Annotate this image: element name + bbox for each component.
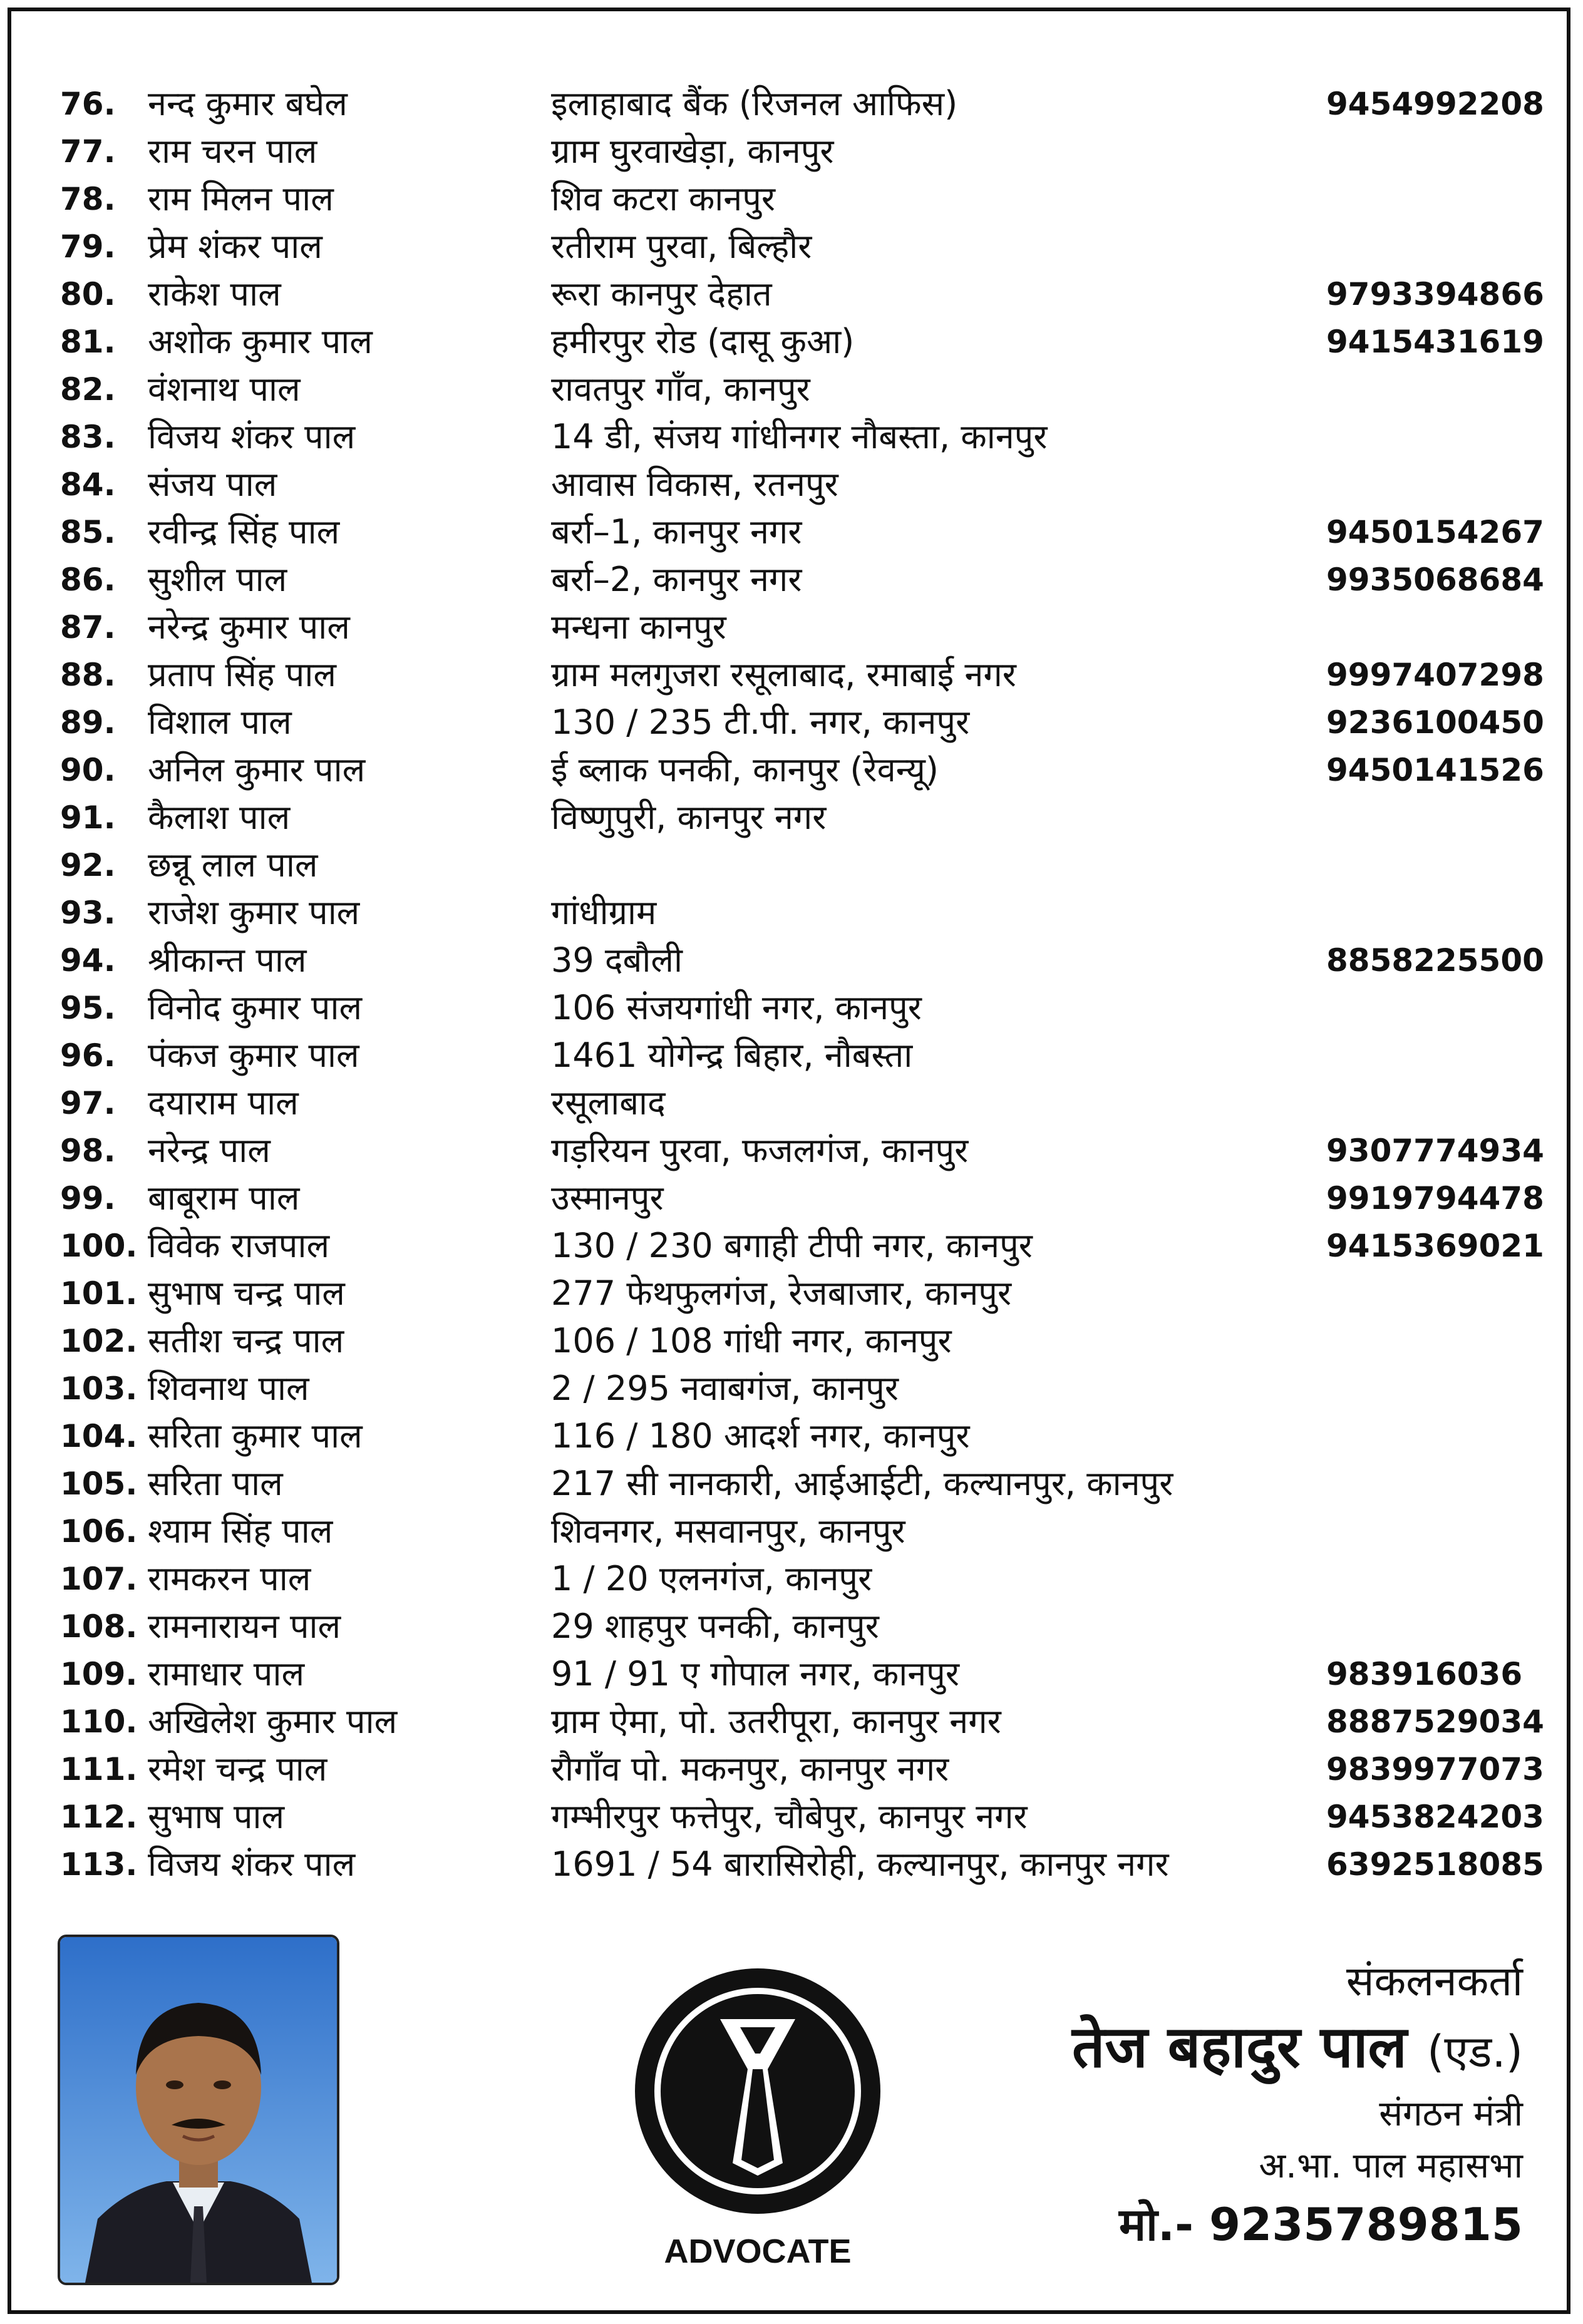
member-phone: 9454992208: [1326, 86, 1544, 122]
entry-number: 91.: [60, 800, 116, 836]
member-name: प्रताप सिंह पाल: [148, 655, 336, 694]
member-address: 217 सी नानकारी, आईआईटी, कल्यानपुर, कानपुर: [551, 1464, 1173, 1503]
member-address: शिवनगर, मसवानपुर, कानपुर: [551, 1511, 905, 1551]
list-item: [60, 1555, 1538, 1603]
member-name: सुशील पाल: [148, 560, 287, 599]
entry-number: 82.: [60, 371, 116, 408]
advocate-logo: [626, 1953, 889, 2291]
member-name: दयाराम पाल: [148, 1083, 299, 1123]
member-name: रवीन्द्र सिंह पाल: [148, 512, 340, 552]
member-phone: 9236100450: [1326, 704, 1544, 741]
list-item: [60, 1650, 1538, 1698]
list-item: [60, 1460, 1538, 1508]
member-address: ग्राम ऐमा, पो. उतरीपूरा, कानपुर नगर: [551, 1702, 1001, 1741]
entry-number: 90.: [60, 752, 116, 788]
entry-number: 78.: [60, 181, 116, 217]
entry-number: 87.: [60, 609, 116, 645]
member-address: 29 शाहपुर पनकी, कानपुर: [551, 1607, 879, 1646]
list-item: [60, 1746, 1544, 1793]
member-phone: 8858225500: [1326, 942, 1544, 979]
list-item: [60, 175, 1538, 223]
member-address: 1 / 20 एलनगंज, कानपुर: [551, 1559, 872, 1598]
member-name: श्रीकान्त पाल: [148, 940, 307, 980]
compiler-name: तेज बहादुर पाल: [1072, 2013, 1407, 2080]
member-name: राकेश पाल: [148, 274, 281, 314]
member-address: बर्रा–1, कानपुर नगर: [551, 512, 802, 552]
member-address: 1691 / 54 बारासिरोही, कल्यानपुर, कानपुर नगर: [551, 1844, 1169, 1884]
entry-number: 105.: [60, 1466, 138, 1502]
entry-number: 77.: [60, 133, 116, 170]
list-item: [60, 1841, 1544, 1888]
entry-number: 109.: [60, 1656, 138, 1692]
member-name: राजेश कुमार पाल: [148, 893, 360, 932]
entry-number: 98.: [60, 1133, 116, 1169]
list-item: [60, 1079, 1538, 1127]
member-name: विजय शंकर पाल: [148, 417, 356, 456]
member-address: शिव कटरा कानपुर: [551, 179, 776, 219]
entry-number: 84.: [60, 466, 116, 503]
member-address: रूरा कानपुर देहात: [551, 274, 772, 314]
member-address: ई ब्लाक पनकी, कानपुर (रेवन्यू): [551, 750, 939, 789]
entry-number: 102.: [60, 1323, 138, 1359]
entry-number: 80.: [60, 276, 116, 312]
entry-number: 79.: [60, 229, 116, 265]
member-name: सुभाष चन्द्र पाल: [148, 1273, 345, 1313]
member-address: 277 फेथफुलगंज, रेजबाजार, कानपुर: [551, 1273, 1012, 1313]
member-name: विजय शंकर पाल: [148, 1844, 356, 1884]
member-address: 14 डी, संजय गांधीनगर नौबस्ता, कानपुर: [551, 417, 1048, 456]
list-item: [60, 1412, 1538, 1460]
entry-number: 83.: [60, 419, 116, 455]
member-address: रावतपुर गाँव, कानपुर: [551, 369, 810, 409]
list-item: [60, 1508, 1538, 1555]
member-address: 130 / 235 टी.पी. नगर, कानपुर: [551, 702, 970, 742]
entry-number: 100.: [60, 1228, 138, 1264]
entry-number: 104.: [60, 1418, 138, 1454]
member-address: बर्रा–2, कानपुर नगर: [551, 560, 802, 599]
member-name: अशोक कुमार पाल: [148, 322, 373, 361]
member-name: नरेन्द्र कुमार पाल: [148, 607, 350, 647]
entry-number: 89.: [60, 704, 116, 741]
member-name: श्याम सिंह पाल: [148, 1511, 333, 1551]
list-item: [60, 699, 1544, 746]
entry-number: 108.: [60, 1608, 138, 1645]
compiler-role: संगठन मंत्री: [1379, 2094, 1523, 2134]
member-address: 116 / 180 आदर्श नगर, कानपुर: [551, 1416, 970, 1456]
member-address: 1461 योगेन्द्र बिहार, नौबस्ता: [551, 1036, 913, 1075]
list-item: [60, 1222, 1544, 1270]
member-address: ग्राम मलगुजरा रसूलाबाद, रमाबाई नगर: [551, 655, 1016, 694]
entry-number: 112.: [60, 1799, 138, 1835]
member-name: रामाधार पाल: [148, 1654, 305, 1694]
member-phone: 6392518085: [1326, 1846, 1544, 1883]
member-address: हमीरपुर रोड (दासू कुआ): [551, 322, 855, 361]
member-name: रामनारायन पाल: [148, 1607, 341, 1646]
compiler-suffix: (एड.): [1426, 2026, 1523, 2077]
member-address: रसूलाबाद: [551, 1083, 666, 1123]
member-address: विष्णुपुरी, कानपुर नगर: [551, 798, 827, 837]
member-name: राम चरन पाल: [148, 131, 317, 171]
list-item: [60, 1317, 1538, 1365]
member-address: उस्मानपुर: [551, 1178, 664, 1218]
member-phone: 9793394866: [1326, 276, 1544, 312]
list-item: [60, 841, 1538, 889]
list-item: [60, 270, 1544, 318]
member-name: सतीश चन्द्र पाल: [148, 1321, 344, 1360]
member-name: सरिता कुमार पाल: [148, 1416, 363, 1456]
member-name: पंकज कुमार पाल: [148, 1036, 359, 1075]
list-item: [60, 937, 1544, 984]
list-item: [60, 984, 1538, 1032]
member-phone: 9415369021: [1326, 1228, 1544, 1264]
member-list: [60, 80, 1544, 1888]
member-phone: 9935068684: [1326, 562, 1544, 598]
list-item: [60, 223, 1538, 270]
member-phone: 9997407298: [1326, 657, 1544, 693]
member-name: नरेन्द्र पाल: [148, 1131, 271, 1170]
member-name: विनोद कुमार पाल: [148, 988, 363, 1027]
member-address: आवास विकास, रतनपुर: [551, 465, 838, 504]
member-phone: 9839977073: [1326, 1751, 1544, 1787]
entry-number: 99.: [60, 1180, 116, 1216]
member-address: रतीराम पुरवा, बिल्हौर: [551, 227, 812, 266]
member-name: रामकरन पाल: [148, 1559, 311, 1598]
list-item: [60, 604, 1538, 651]
member-name: अखिलेश कुमार पाल: [148, 1702, 398, 1741]
member-name: बाबूराम पाल: [148, 1178, 300, 1218]
member-address: गड़रियन पुरवा, फजलगंज, कानपुर: [551, 1131, 969, 1170]
entry-number: 85.: [60, 514, 116, 550]
list-item: [60, 889, 1538, 937]
member-address: 130 / 230 बगाही टीपी नगर, कानपुर: [551, 1226, 1033, 1265]
member-address: रौगाँव पो. मकनपुर, कानपुर नगर: [551, 1749, 949, 1789]
member-phone: 9450154267: [1326, 514, 1544, 550]
member-name: संजय पाल: [148, 465, 277, 504]
member-address: 106 / 108 गांधी नगर, कानपुर: [551, 1321, 952, 1360]
entry-number: 76.: [60, 86, 116, 122]
member-name: विशाल पाल: [148, 702, 292, 742]
list-item: [60, 1365, 1538, 1412]
entry-number: 86.: [60, 562, 116, 598]
entry-number: 101.: [60, 1275, 138, 1312]
compiler-organisation: अ.भा. पाल महासभा: [1259, 2146, 1523, 2186]
compiler-name-line: [897, 2010, 1523, 2089]
compiler-mobile: मो.- 9235789815: [1119, 2198, 1523, 2251]
member-address: 39 दबौली: [551, 940, 683, 980]
list-item: [60, 1698, 1544, 1746]
member-address: गांधीग्राम: [551, 893, 657, 932]
list-item: [60, 80, 1544, 128]
member-phone: 9450141526: [1326, 752, 1544, 788]
entry-number: 97.: [60, 1085, 116, 1121]
member-name: सुभाष पाल: [148, 1797, 285, 1836]
member-name: कैलाश पाल: [148, 798, 291, 837]
member-phone: 9919794478: [1326, 1180, 1544, 1216]
list-item: [60, 318, 1544, 366]
member-phone: 9453824203: [1326, 1799, 1544, 1835]
member-name: राम मिलन पाल: [148, 179, 334, 219]
list-item: [60, 128, 1538, 175]
member-name: छन्नू लाल पाल: [148, 845, 318, 885]
entry-number: 111.: [60, 1751, 138, 1787]
member-phone: 9307774934: [1326, 1133, 1544, 1169]
member-address: गम्भीरपुर फत्तेपुर, चौबेपुर, कानपुर नगर: [551, 1797, 1028, 1836]
entry-number: 107.: [60, 1561, 138, 1597]
compiler-credit: [897, 1953, 1523, 2256]
member-address: ग्राम घुरवाखेड़ा, कानपुर: [551, 131, 834, 171]
compiler-title: संकलनकर्ता: [1346, 1957, 1523, 2005]
member-address: 106 संजयगांधी नगर, कानपुर: [551, 988, 922, 1027]
member-phone: 983916036: [1326, 1656, 1523, 1692]
list-item: [60, 651, 1544, 699]
list-item: [60, 413, 1538, 461]
member-phone: 9415431619: [1326, 324, 1544, 360]
list-item: [60, 1032, 1538, 1079]
list-item: [60, 508, 1544, 556]
member-name: वंशनाथ पाल: [148, 369, 301, 409]
member-name: शिवनाथ पाल: [148, 1369, 309, 1408]
member-name: सरिता पाल: [148, 1464, 283, 1503]
member-name: नन्द कुमार बघेल: [148, 84, 348, 123]
list-item: [60, 1793, 1544, 1841]
entry-number: 93.: [60, 895, 116, 931]
member-address: 91 / 91 ए गोपाल नगर, कानपुर: [551, 1654, 959, 1694]
list-item: [60, 556, 1544, 604]
member-address: मन्धना कानपुर: [551, 607, 726, 647]
list-item: [60, 746, 1544, 794]
entry-number: 88.: [60, 657, 116, 693]
member-phone: 8887529034: [1326, 1704, 1544, 1740]
member-address: इलाहाबाद बैंक (रिजनल आफिस): [551, 84, 958, 123]
compiler-photo: [58, 1935, 339, 2285]
list-item: [60, 1603, 1538, 1650]
entry-number: 92.: [60, 847, 116, 883]
advocate-emblem-icon: [626, 1953, 889, 2229]
member-address: 2 / 295 नवाबगंज, कानपुर: [551, 1369, 899, 1408]
member-name: विवेक राजपाल: [148, 1226, 330, 1265]
member-name: प्रेम शंकर पाल: [148, 227, 322, 266]
member-name: रमेश चन्द्र पाल: [148, 1749, 327, 1789]
list-item: [60, 1270, 1538, 1317]
list-item: [60, 794, 1538, 841]
entry-number: 103.: [60, 1370, 138, 1407]
entry-number: 113.: [60, 1846, 138, 1883]
entry-number: 96.: [60, 1037, 116, 1074]
list-item: [60, 461, 1538, 508]
list-item: [60, 1175, 1544, 1222]
entry-number: 110.: [60, 1704, 138, 1740]
member-name: अनिल कुमार पाल: [148, 750, 366, 789]
entry-number: 95.: [60, 990, 116, 1026]
advocate-label: ADVOCATE: [664, 2233, 852, 2270]
entry-number: 81.: [60, 324, 116, 360]
list-item: [60, 366, 1538, 413]
entry-number: 106.: [60, 1513, 138, 1550]
list-item: [60, 1127, 1544, 1175]
entry-number: 94.: [60, 942, 116, 979]
